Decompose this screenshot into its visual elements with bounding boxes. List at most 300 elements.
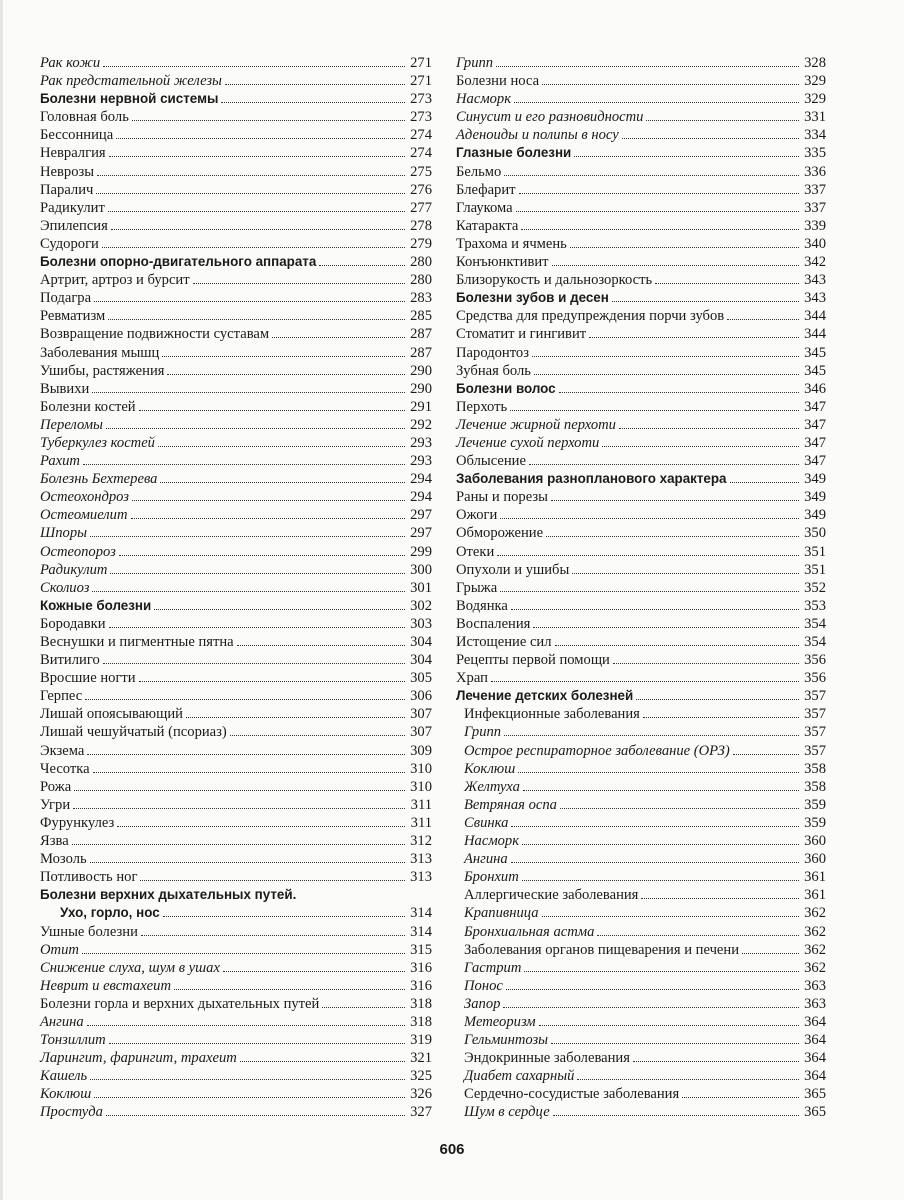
toc-entry-page: 310 — [410, 778, 432, 795]
toc-leader-dots — [500, 590, 799, 592]
toc-entry-page: 303 — [410, 615, 432, 632]
toc-entry — [456, 941, 826, 959]
toc-leader-dots — [186, 716, 405, 718]
toc-entry-title: Бородавки — [40, 615, 106, 632]
toc-entry — [40, 217, 432, 235]
toc-leader-dots — [223, 970, 405, 972]
toc-entry — [40, 506, 432, 524]
toc-entry — [40, 181, 432, 199]
toc-entry-page: 280 — [410, 254, 432, 271]
toc-entry — [40, 253, 432, 271]
toc-entry-title: Отит — [40, 941, 79, 958]
toc-entry — [456, 506, 826, 524]
toc-leader-dots — [503, 1006, 799, 1008]
toc-entry — [456, 669, 826, 687]
toc-entry-title: Рахит — [40, 453, 80, 470]
toc-entry-title: Обморожение — [456, 525, 544, 542]
toc-entry-title: Болезни костей — [40, 398, 136, 415]
toc-entry-title: Подагра — [40, 290, 92, 307]
toc-leader-dots — [110, 572, 405, 574]
toc-entry-title: Неврозы — [40, 163, 95, 180]
toc-leader-dots — [522, 843, 799, 845]
toc-entry-page: 327 — [410, 1104, 432, 1121]
toc-entry-page: 274 — [410, 127, 432, 144]
toc-entry-page: 283 — [410, 290, 432, 307]
toc-entry-title: Паралич — [40, 181, 94, 198]
toc-entry-page: 364 — [804, 1013, 826, 1030]
toc-entry — [456, 488, 826, 506]
toc-entry — [40, 633, 432, 651]
toc-entry — [40, 597, 432, 615]
toc-entry — [456, 1085, 826, 1103]
toc-leader-dots — [504, 734, 799, 736]
toc-entry — [456, 416, 826, 434]
toc-entry-title: Артрит, артроз и бурсит — [40, 272, 190, 289]
toc-entry-title: Синусит и его разновидности — [456, 109, 644, 126]
toc-entry — [40, 144, 432, 162]
toc-entry-title: Вывихи — [40, 380, 90, 397]
toc-leader-dots — [83, 463, 405, 465]
toc-entry-page: 364 — [804, 1032, 826, 1049]
toc-leader-dots — [524, 970, 799, 972]
toc-entry-page: 365 — [804, 1104, 826, 1121]
toc-leader-dots — [103, 65, 405, 67]
toc-entry-title: Чесотка — [40, 760, 90, 777]
toc-entry — [456, 362, 826, 380]
toc-entry-title: Радикулит — [40, 199, 105, 216]
toc-entry-page: 349 — [804, 489, 826, 506]
toc-entry-title: Понос — [464, 977, 503, 994]
toc-entry-page: 347 — [804, 453, 826, 470]
toc-leader-dots — [132, 499, 405, 501]
toc-leader-dots — [240, 1060, 405, 1062]
toc-leader-dots — [655, 282, 799, 284]
toc-entry-title: Болезни зубов и десен — [456, 290, 609, 306]
toc-leader-dots — [613, 662, 799, 664]
toc-entry-page: 305 — [410, 670, 432, 687]
toc-entry-title: Бронхиальная астма — [464, 923, 595, 940]
toc-entry — [456, 199, 826, 217]
toc-entry — [456, 398, 826, 416]
toc-entry-page: 312 — [410, 833, 432, 850]
toc-leader-dots — [119, 554, 405, 556]
toc-entry — [40, 524, 432, 542]
page-number: 606 — [439, 1141, 465, 1158]
toc-leader-dots — [94, 1096, 405, 1098]
toc-entry-page: 292 — [410, 416, 432, 433]
toc-leader-dots — [160, 481, 405, 483]
toc-entry-page: 293 — [410, 434, 432, 451]
toc-entry-page: 315 — [410, 941, 432, 958]
toc-entry — [40, 1031, 432, 1049]
toc-entry — [456, 54, 826, 72]
toc-entry-page: 335 — [804, 145, 826, 162]
toc-entry — [456, 1103, 826, 1121]
toc-entry-title: Ушные болезни — [40, 923, 138, 940]
toc-entry-page: 304 — [410, 634, 432, 650]
toc-entry — [456, 235, 826, 253]
toc-entry-page: 334 — [804, 127, 826, 144]
toc-entry — [40, 1067, 432, 1085]
toc-entry-title: Шум в сердце — [464, 1104, 550, 1121]
toc-leader-dots — [140, 879, 405, 881]
toc-leader-dots — [532, 355, 799, 357]
toc-leader-dots — [519, 192, 799, 194]
toc-entry — [40, 904, 432, 922]
toc-entry — [456, 543, 826, 561]
toc-entry — [40, 723, 432, 741]
toc-leader-dots — [539, 1024, 799, 1026]
toc-entry-title: Болезни горла и верхних дыхательных путей — [40, 995, 320, 1012]
toc-entry-title: Близорукость и дальнозоркость — [456, 272, 653, 289]
toc-entry — [456, 163, 826, 181]
toc-entry — [40, 344, 432, 362]
page-edge — [0, 0, 3, 1200]
toc-entry — [456, 561, 826, 579]
toc-leader-dots — [109, 155, 405, 157]
toc-entry-title: Мозоль — [40, 851, 87, 868]
toc-entry — [40, 470, 432, 488]
toc-entry — [40, 235, 432, 253]
toc-entry-page: 346 — [804, 380, 826, 397]
toc-entry — [40, 543, 432, 561]
toc-entry-title: Ангина — [464, 851, 508, 868]
toc-entry-title: Насморк — [464, 833, 520, 850]
toc-entry-page: 361 — [804, 869, 826, 886]
toc-leader-dots — [132, 119, 405, 121]
toc-leader-dots — [109, 626, 405, 628]
toc-entry — [40, 452, 432, 470]
toc-entry-page: 353 — [804, 597, 826, 614]
toc-entry-title: Грипп — [456, 55, 494, 71]
toc-entry-page: 278 — [410, 217, 432, 234]
toc-leader-dots — [523, 789, 799, 791]
toc-entry-page: 293 — [410, 453, 432, 470]
toc-entry — [40, 579, 432, 597]
toc-entry-page: 347 — [804, 434, 826, 451]
toc-entry-page: 300 — [410, 561, 432, 578]
toc-entry-page: 299 — [410, 543, 432, 560]
toc-leader-dots — [272, 336, 405, 338]
toc-leader-dots — [85, 698, 405, 700]
toc-entry — [40, 561, 432, 579]
toc-entry-page: 362 — [804, 941, 826, 958]
toc-entry-title: Глаукома — [456, 199, 513, 216]
toc-entry-title: Лечение жирной перхоти — [456, 416, 616, 433]
toc-entry — [456, 325, 826, 343]
toc-leader-dots — [682, 1096, 799, 1098]
toc-entry — [40, 778, 432, 796]
toc-leader-dots — [572, 572, 799, 574]
toc-entry-title: Грипп — [464, 724, 502, 741]
toc-entry — [456, 760, 826, 778]
toc-entry-title: Грыжа — [456, 579, 498, 596]
toc-entry — [456, 72, 826, 90]
toc-entry-page: 363 — [804, 977, 826, 994]
toc-left-column — [40, 54, 432, 1122]
toc-leader-dots — [612, 300, 799, 302]
toc-entry-page: 347 — [804, 398, 826, 415]
toc-entry-title: Эндокринные заболевания — [464, 1050, 630, 1067]
toc-entry-title: Раны и порезы — [456, 489, 548, 506]
toc-leader-dots — [237, 644, 405, 646]
toc-leader-dots — [500, 517, 799, 519]
toc-entry-title: Рак предстательной железы — [40, 73, 222, 90]
toc-entry-page: 326 — [410, 1086, 432, 1103]
toc-entry — [456, 1013, 826, 1031]
toc-entry-page: 340 — [804, 235, 826, 252]
toc-leader-dots — [622, 137, 799, 139]
toc-entry-title: Пародонтоз — [456, 344, 529, 361]
toc-entry — [456, 923, 826, 941]
toc-entry-title: Инфекционные заболевания — [464, 706, 640, 723]
toc-entry-title: Заболевания разнопланового характера — [456, 471, 727, 487]
toc-entry-title: Болезни опорно-двигательного аппарата — [40, 254, 317, 270]
toc-entry — [456, 470, 826, 488]
toc-entry — [40, 307, 432, 325]
toc-entry-page: 319 — [410, 1032, 432, 1049]
toc-entry-title: Рак кожи — [40, 55, 101, 71]
toc-leader-dots — [518, 771, 799, 773]
toc-entry — [456, 615, 826, 633]
toc-entry — [456, 796, 826, 814]
toc-entry — [40, 687, 432, 705]
toc-entry — [40, 380, 432, 398]
toc-leader-dots — [570, 246, 799, 248]
toc-entry — [456, 307, 826, 325]
toc-entry-page: 347 — [804, 416, 826, 433]
toc-entry-page: 271 — [410, 55, 432, 71]
toc-entry-page: 364 — [804, 1050, 826, 1067]
toc-entry — [456, 579, 826, 597]
toc-entry — [40, 72, 432, 90]
toc-entry — [456, 705, 826, 723]
toc-entry-page: 302 — [410, 597, 432, 614]
toc-leader-dots — [522, 879, 799, 881]
toc-leader-dots — [163, 915, 405, 917]
toc-entry-page: 357 — [804, 688, 826, 705]
toc-leader-dots — [73, 807, 405, 809]
toc-leader-dots — [574, 155, 799, 157]
toc-entry-title: Сердечно-сосудистые заболевания — [464, 1086, 680, 1103]
toc-entry — [40, 1085, 432, 1103]
toc-entry — [456, 452, 826, 470]
toc-entry — [456, 959, 826, 977]
toc-entry-page: 314 — [410, 905, 432, 922]
toc-entry-title: Коклюш — [464, 760, 516, 777]
toc-entry — [456, 289, 826, 307]
toc-entry-page: 349 — [804, 507, 826, 524]
toc-leader-dots — [90, 1078, 405, 1080]
toc-entry-page: 301 — [410, 579, 432, 596]
toc-entry-page: 331 — [804, 109, 826, 126]
toc-entry — [456, 995, 826, 1013]
toc-entry-page: 290 — [410, 362, 432, 379]
toc-entry-page: 316 — [410, 977, 432, 994]
toc-entry-page: 297 — [410, 507, 432, 524]
toc-leader-dots — [496, 65, 799, 67]
toc-entry — [40, 868, 432, 886]
toc-entry-page: 358 — [804, 760, 826, 777]
toc-entry-title: Вросшие ногти — [40, 670, 136, 687]
toc-leader-dots — [636, 698, 799, 700]
toc-leader-dots — [552, 264, 799, 266]
toc-entry — [456, 778, 826, 796]
toc-entry-page: 362 — [804, 923, 826, 940]
toc-entry-title: Коклюш — [40, 1086, 92, 1103]
toc-leader-dots — [511, 825, 799, 827]
toc-entry-page: 365 — [804, 1086, 826, 1103]
toc-entry — [40, 886, 432, 904]
toc-leader-dots — [82, 952, 405, 954]
toc-entry — [456, 253, 826, 271]
toc-entry-page: 294 — [410, 471, 432, 488]
toc-leader-dots — [193, 282, 405, 284]
toc-leader-dots — [109, 1042, 405, 1044]
toc-entry — [40, 669, 432, 687]
toc-entry-title: Средства для предупреждения порчи зубов — [456, 308, 725, 325]
toc-entry — [456, 1049, 826, 1067]
toc-entry — [456, 144, 826, 162]
toc-leader-dots — [730, 481, 800, 483]
toc-entry-title: Насморк — [456, 91, 512, 108]
toc-entry-page: 274 — [410, 145, 432, 162]
toc-entry-title: Метеоризм — [464, 1013, 536, 1030]
toc-entry-page: 271 — [410, 73, 432, 90]
toc-entry-page: 359 — [804, 814, 826, 831]
toc-entry-page: 307 — [410, 706, 432, 723]
toc-leader-dots — [141, 934, 405, 936]
toc-leader-dots — [510, 409, 799, 411]
toc-entry-page: 360 — [804, 833, 826, 850]
toc-leader-dots — [111, 228, 405, 230]
toc-entry-page: 343 — [804, 272, 826, 289]
toc-entry-title: Блефарит — [456, 181, 516, 198]
toc-entry — [40, 832, 432, 850]
toc-entry-page: 309 — [410, 742, 432, 759]
toc-entry-title: Зубная боль — [456, 362, 531, 379]
toc-leader-dots — [589, 336, 799, 338]
toc-leader-dots — [546, 535, 799, 537]
toc-leader-dots — [106, 427, 405, 429]
toc-entry — [456, 651, 826, 669]
toc-entry-page: 313 — [410, 869, 432, 886]
toc-leader-dots — [529, 463, 799, 465]
toc-leader-dots — [139, 680, 405, 682]
toc-entry-title: Ларингит, фарингит, трахеит — [40, 1050, 237, 1067]
toc-leader-dots — [511, 608, 799, 610]
toc-entry-title: Болезни нервной системы — [40, 91, 219, 107]
toc-entry — [456, 886, 826, 904]
toc-entry — [456, 723, 826, 741]
toc-entry-page: 325 — [410, 1068, 432, 1085]
toc-entry-title: Возвращение подвижности суставам — [40, 326, 270, 343]
toc-entry-title: Радикулит — [40, 561, 108, 578]
toc-entry-title: Гельминтозы — [464, 1032, 549, 1049]
toc-entry-page: 354 — [804, 634, 826, 650]
toc-entry — [456, 850, 826, 868]
toc-leader-dots — [559, 391, 799, 393]
toc-entry — [456, 524, 826, 542]
toc-leader-dots — [733, 753, 799, 755]
toc-leader-dots — [742, 952, 799, 954]
toc-entry-title: Воспаления — [456, 615, 531, 632]
toc-entry-title: Отеки — [456, 543, 495, 560]
toc-entry-title: Остеомиелит — [40, 507, 128, 524]
toc-entry-title: Простуда — [40, 1104, 103, 1121]
toc-leader-dots — [521, 228, 799, 230]
toc-entry-page: 328 — [804, 55, 826, 71]
toc-entry-title: Аденоиды и полипы в носу — [456, 127, 619, 144]
toc-entry — [40, 941, 432, 959]
toc-entry-title: Переломы — [40, 416, 103, 433]
toc-entry-title: Ветряная оспа — [464, 796, 557, 813]
toc-entry-page: 307 — [410, 724, 432, 741]
toc-leader-dots — [167, 373, 405, 375]
toc-entry — [40, 90, 432, 108]
toc-entry-page: 273 — [410, 109, 432, 126]
toc-entry-page: 279 — [410, 235, 432, 252]
toc-entry-page: 343 — [804, 290, 826, 307]
toc-entry-title: Гастрит — [464, 959, 522, 976]
toc-leader-dots — [555, 644, 799, 646]
toc-leader-dots — [174, 988, 405, 990]
toc-entry — [40, 1103, 432, 1121]
toc-entry — [456, 687, 826, 705]
toc-leader-dots — [108, 318, 405, 320]
toc-leader-dots — [491, 680, 799, 682]
toc-entry-page: 345 — [804, 362, 826, 379]
toc-entry-page: 363 — [804, 995, 826, 1012]
toc-entry-page: 351 — [804, 561, 826, 578]
toc-entry — [40, 977, 432, 995]
toc-entry-page: 329 — [804, 73, 826, 90]
toc-entry — [40, 199, 432, 217]
toc-right-column — [456, 54, 826, 1122]
toc-leader-dots — [551, 1042, 799, 1044]
toc-entry-page: 337 — [804, 181, 826, 198]
toc-entry-page: 290 — [410, 380, 432, 397]
toc-entry-title: Рецепты первой помощи — [456, 652, 610, 669]
toc-entry — [40, 325, 432, 343]
toc-entry-title: Веснушки и пигментные пятна — [40, 634, 234, 650]
toc-entry-page: 276 — [410, 181, 432, 198]
toc-entry-title: Сколиоз — [40, 579, 90, 596]
toc-entry-title: Катаракта — [456, 217, 519, 234]
toc-entry — [456, 344, 826, 362]
toc-entry-title: Потливость ног — [40, 869, 138, 886]
toc-entry — [456, 126, 826, 144]
toc-entry — [456, 271, 826, 289]
toc-entry-page: 297 — [410, 525, 432, 542]
toc-entry-title: Кожные болезни — [40, 597, 152, 613]
toc-entry — [456, 181, 826, 199]
toc-leader-dots — [602, 445, 799, 447]
toc-entry — [40, 289, 432, 307]
toc-entry-title: Туберкулез костей — [40, 434, 155, 451]
toc-entry — [40, 362, 432, 380]
toc-entry-page: 358 — [804, 778, 826, 795]
toc-entry — [40, 398, 432, 416]
toc-entry-page: 362 — [804, 959, 826, 976]
toc-entry-title: Экзема — [40, 742, 85, 759]
toc-entry — [40, 271, 432, 289]
toc-leader-dots — [533, 626, 799, 628]
toc-entry — [40, 434, 432, 452]
toc-leader-dots — [162, 355, 405, 357]
toc-entry-title: Ушибы, растяжения — [40, 362, 165, 379]
toc-leader-dots — [497, 554, 799, 556]
